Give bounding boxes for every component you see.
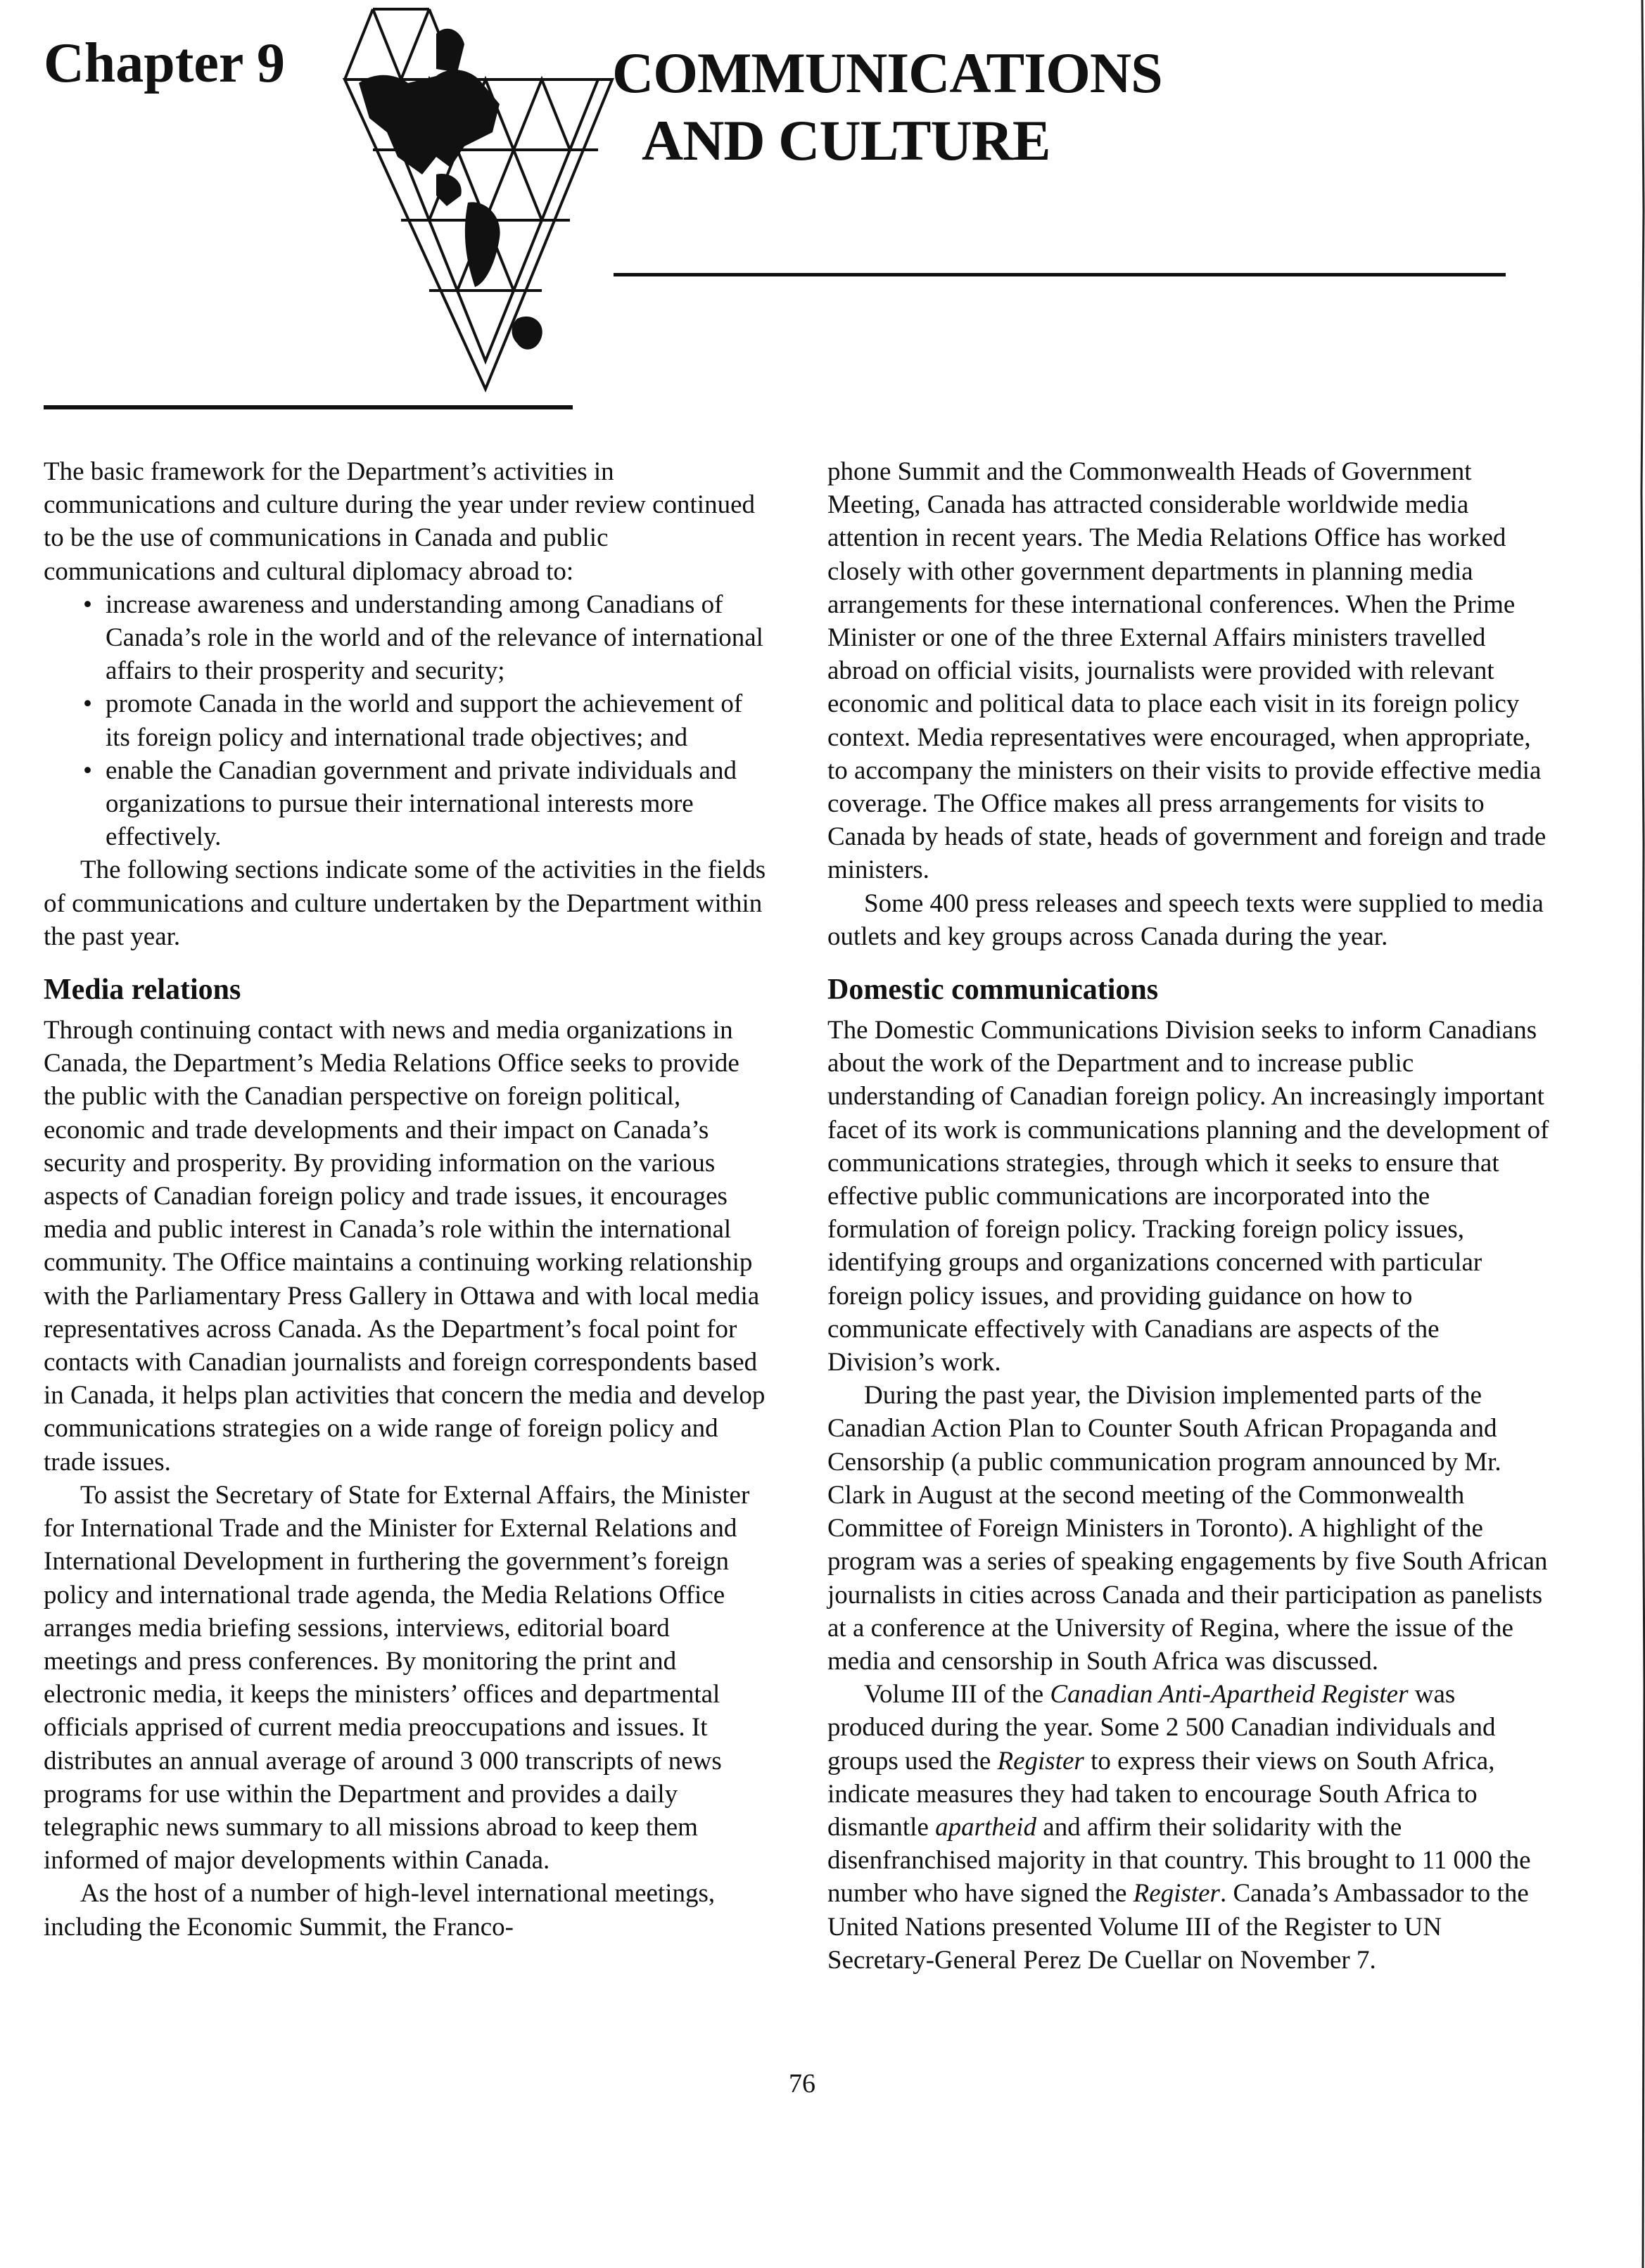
text-run: . Canada’s Ambassador to the United Nations presented Volume III of the Register to UN Secretary-General Perez De Cuellar on November 7. <box>827 1879 1529 1975</box>
register-italic: Register <box>997 1746 1084 1776</box>
chapter-title-line1: COMMUNICATIONS <box>612 41 1162 105</box>
list-item: • enable the Canadian government and private individuals and organizations to pursue their international interests more effectively. <box>44 754 768 854</box>
list-item: • promote Canada in the world and support the achievement of its foreign policy and international trade objectives; and <box>44 687 768 753</box>
chapter-label: Chapter 9 <box>44 32 285 94</box>
media-relations-paragraph-3-end: phone Summit and the Commonwealth Heads of Government Meeting, Canada has attracted considerable worldwide media attention in recent years. The Media Relations Office has worked closely with other government departments in planning media arrangements for these international conferences. When the Prime Minister or one of the three External Affairs ministers travelled abroad on official visits, journalists were provided with relevant economic and political data to place each visit in its foreign policy context. Media representatives were encouraged, when appropriate, to accompany the ministers on their visits to provide effective media coverage. The Office makes all press arrangements for visits to Canada by heads of state, heads of government and foreign and trade ministers. <box>827 457 1546 885</box>
press-releases-paragraph: Some 400 press releases and speech texts were supplied to media outlets and key groups across Canada during the year. <box>827 888 1544 951</box>
register-italic: Register <box>1133 1879 1220 1909</box>
right-column <box>827 455 1552 1977</box>
text-run: to express their views on South Africa, indicate measures they had taken to encourage South Africa to dismantle <box>827 1746 1495 1842</box>
globe-triangles-logo <box>331 6 640 400</box>
register-title: Canadian Anti-Apartheid Register <box>1050 1680 1409 1709</box>
chapter-title-line2: AND CULTURE <box>642 108 1050 172</box>
media-relations-paragraph-2: To assist the Secretary of State for External Affairs, the Minister for International Trade and the Minister for External Relations and International Development in furthering the government’s foreign policy and international trade agenda, the Media Relations Office arranges media briefing sessions, interviews, editorial board meetings and press conferences. By monitoring the print and electronic media, it keeps the ministers’ offices and departmental officials apprised of current media preoccupations and issues. It distributes an annual average of around 3 000 transcripts of news programs for use within the Department and provides a daily telegraphic news summary to all missions abroad to keep them informed of major developments within Canada. <box>44 1480 750 1875</box>
intro-followup-paragraph: The following sections indicate some of the activities in the fields of communications and culture undertaken by the Department within the past year. <box>44 855 766 951</box>
list-item: • increase awareness and understanding among Canadians of Canada’s role in the world and of the relevance of international affairs to their prosperity and security; <box>44 588 768 688</box>
domestic-paragraph-2: During the past year, the Division implemented parts of the Canadian Action Plan to Counter South African Propaganda and Censorship (a public communication program announced by Mr. Clark in August at the second meeting of the Commonwealth Committee of Foreign Ministers in Toronto). A highlight of the program was a series of speaking engagements by five South African journalists in cities across Canada and their participation as panelists at a conference at the University of Regina, where the issue of the media and censorship in South Africa was discussed. <box>827 1381 1548 1676</box>
domestic-paragraph-3 <box>827 1678 1552 1977</box>
objectives-list <box>44 588 768 854</box>
scan-edge-shadow <box>1635 0 1645 2268</box>
header-rule-right <box>614 273 1506 276</box>
page-number: 76 <box>789 2069 815 2098</box>
section-heading-media-relations: Media relations <box>44 974 241 1007</box>
apartheid-italic: apartheid <box>935 1812 1037 1842</box>
media-relations-paragraph-3-start: As the host of a number of high-level international meetings, including the Economic Summit, the Franco- <box>44 1879 716 1942</box>
media-relations-paragraph-1: Through continuing contact with news and media organizations in Canada, the Department’s Media Relations Office seeks to provide the public with the Canadian perspective on foreign political, economic and trade developments and their impact on Canada’s security and prosperity. By providing information on the various aspects of Canadian foreign policy and trade issues, it encourages media and public interest in Canada’s role within the international community. The Office maintains a continuing working relationship with the Parliamentary Press Gallery in Ottawa and with local media representatives across Canada. As the Department’s focal point for contacts with Canadian journalists and foreign correspondents based in Canada, it helps plan activities that concern the media and develop communications strategies on a wide range of foreign policy and trade issues. <box>44 1016 766 1477</box>
text-run: Volume III of the <box>864 1680 1050 1709</box>
domestic-paragraph-1: The Domestic Communications Division seeks to inform Canadians about the work of the Department and to increase public understanding of Canadian foreign policy. An increasingly important facet of its work is communications planning and the development of communications strategies, through which it seeks to ensure that effective public communications are incorporated into the formulation of foreign policy. Tracking foreign policy issues, identifying groups and organizations concerned with particular foreign policy issues, and providing guidance on how to communicate effectively with Canadians are aspects of the Division’s work. <box>827 1016 1549 1377</box>
header-rule-left <box>44 405 573 409</box>
section-heading-domestic-communications: Domestic communications <box>827 974 1159 1007</box>
intro-paragraph: The basic framework for the Department’s activities in communications and culture during the year under review continued to be the use of communications in Canada and public communications and cultural diplomacy abroad to: <box>44 457 755 586</box>
text-run: was produced during the year. Some 2 500 Canadian individuals and groups used the <box>827 1680 1496 1776</box>
left-column <box>44 455 768 1944</box>
text-run: and affirm their solidarity with the disenfranchised majority in that country. This brought to 11 000 the number who have signed the <box>827 1812 1531 1909</box>
chapter-title <box>612 39 1162 174</box>
